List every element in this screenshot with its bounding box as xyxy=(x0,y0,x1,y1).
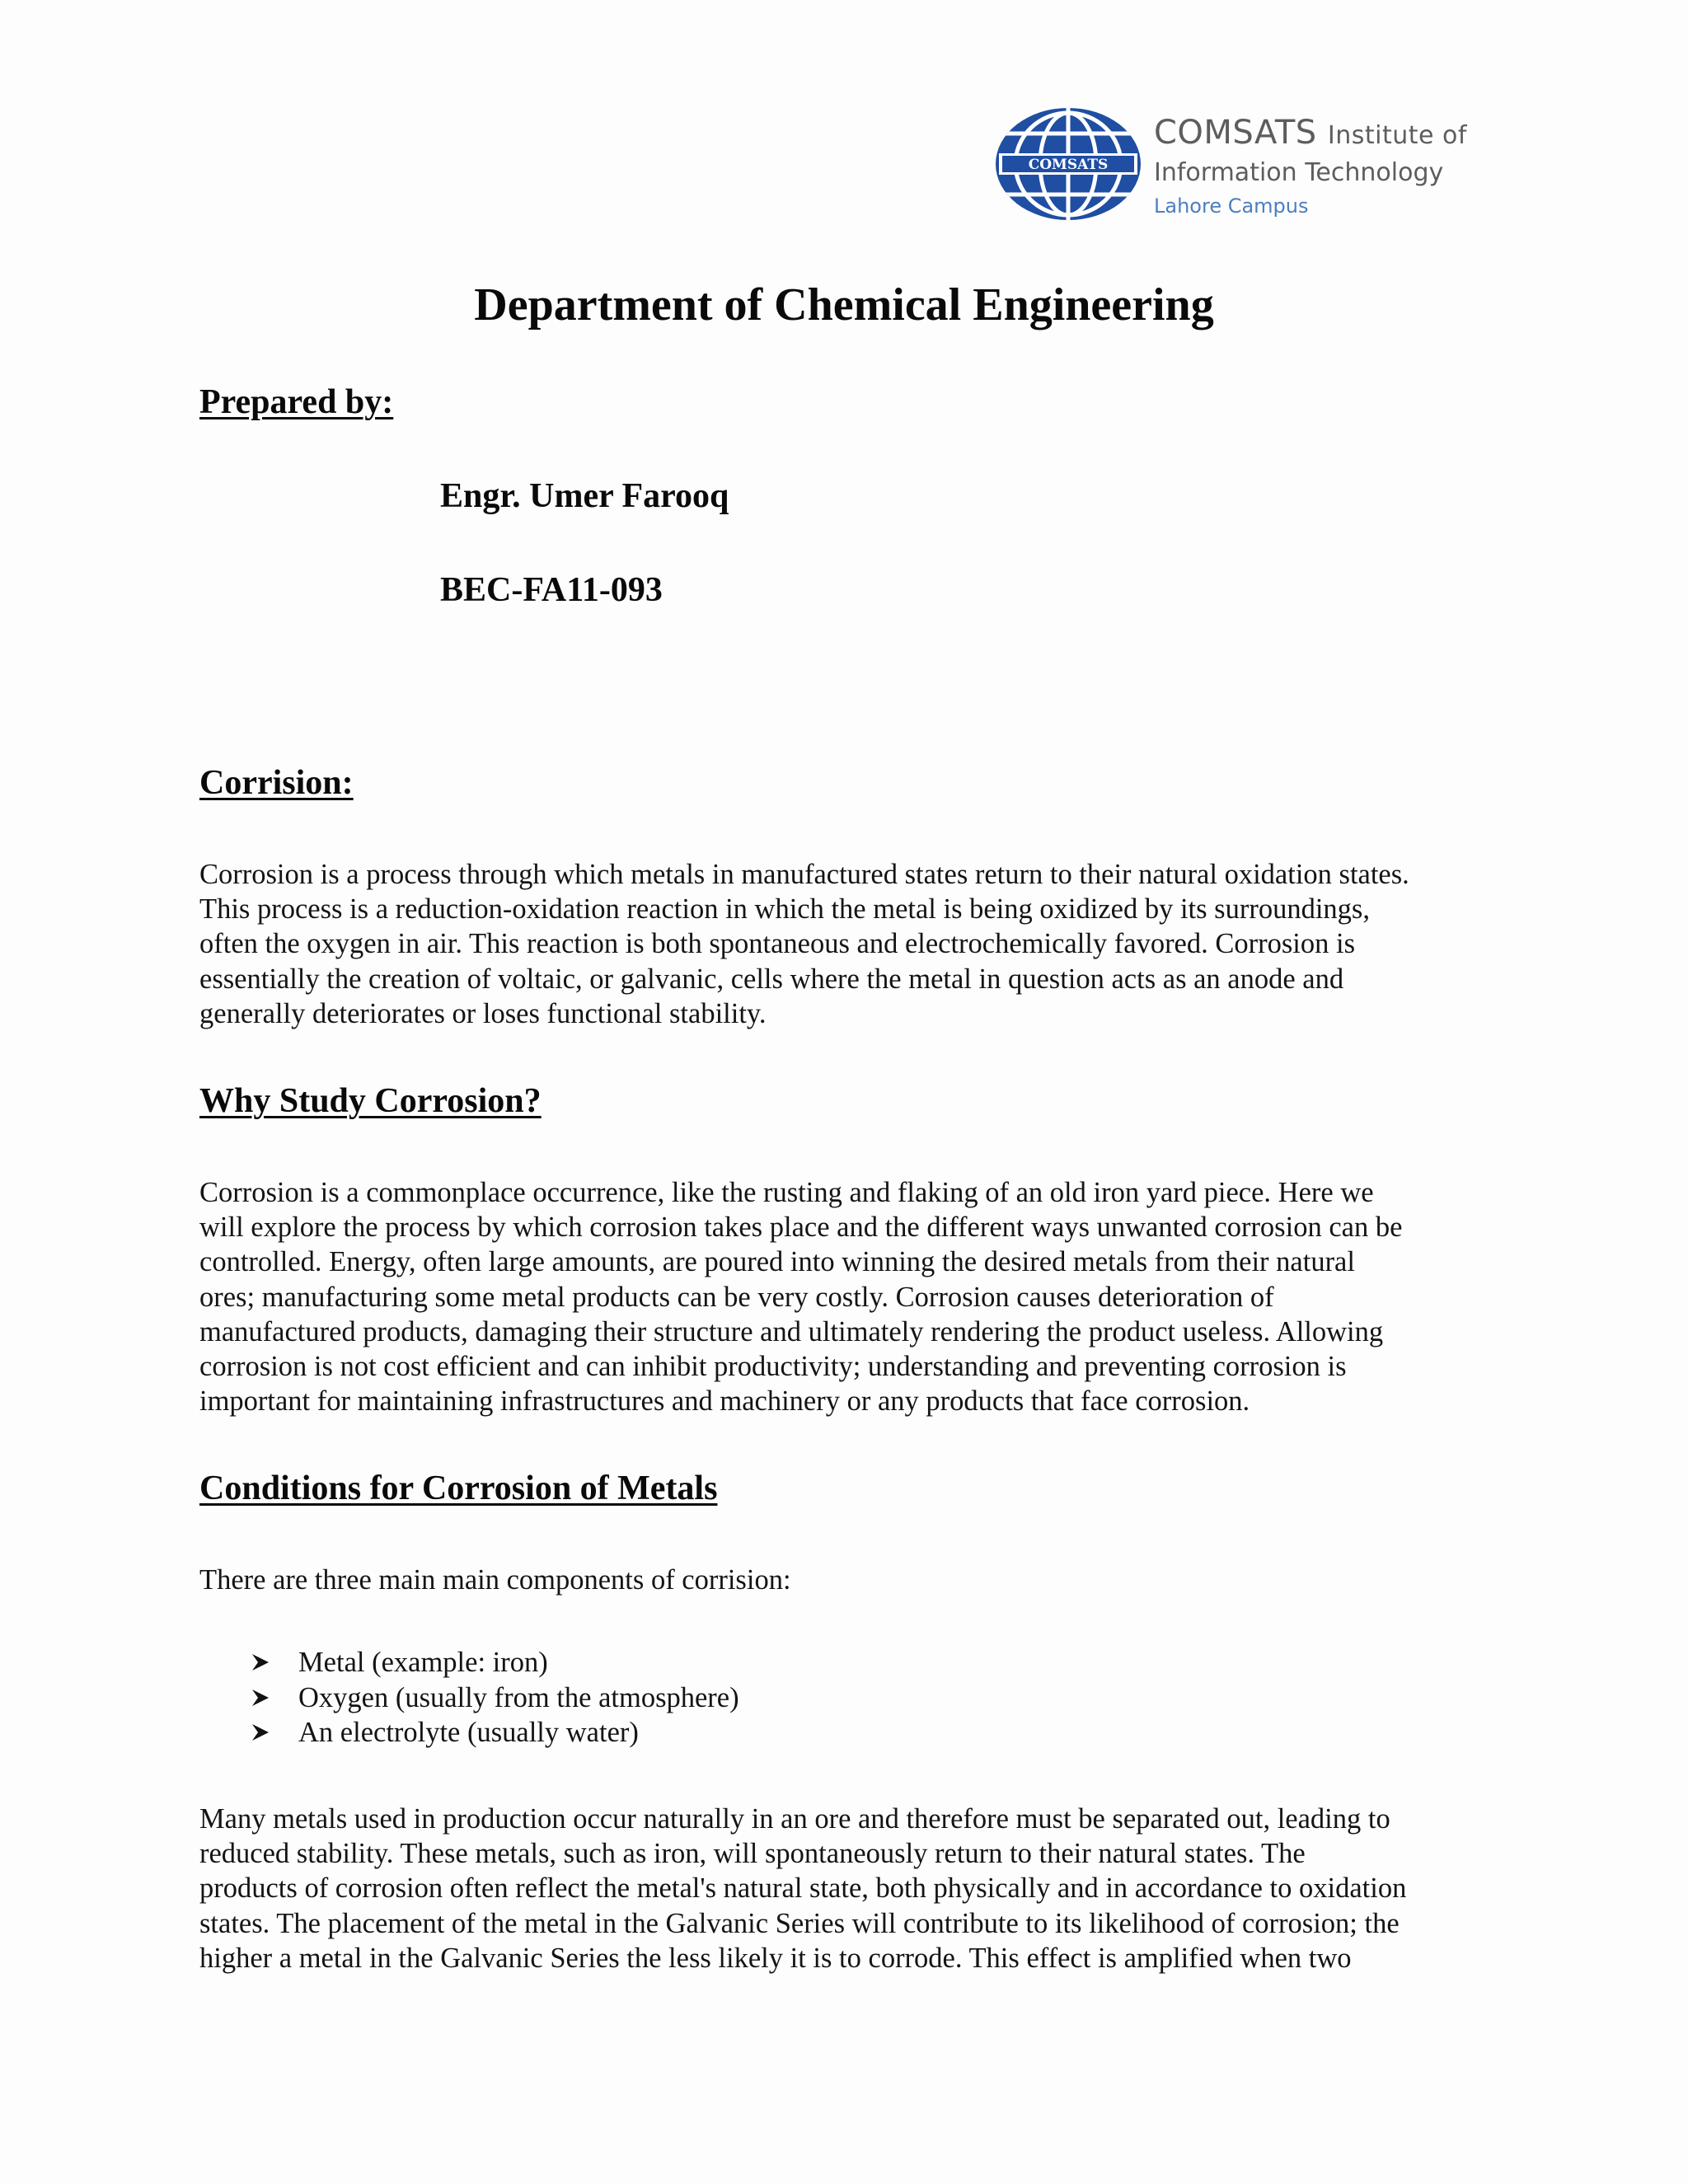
author-id: BEC-FA11-093 xyxy=(440,571,663,609)
paragraph-line: ores; manufacturing some metal products can be very costly. Corrosion causes deterioration of xyxy=(199,1281,1274,1313)
paragraph-line: will explore the process by which corrosion takes place and the different ways unwanted corrosion can be xyxy=(199,1212,1403,1244)
corrosion-paragraph xyxy=(199,857,1502,1031)
logo-line-2: Information Technology xyxy=(1154,158,1444,187)
paragraph-line: This process is a reduction-oxidation reaction in which the metal is being oxidized by its surroundings, xyxy=(199,893,1370,926)
why-study-heading: Why Study Corrosion? xyxy=(199,1082,542,1120)
institution-logo xyxy=(992,105,1503,229)
paragraph-line: manufactured products, damaging their structure and ultimately rendering the product useless. Allowing xyxy=(199,1315,1384,1347)
logo-line-1 xyxy=(1154,114,1467,155)
list-item xyxy=(247,1645,739,1680)
conditions-intro xyxy=(199,1563,1502,1597)
paragraph-line: higher a metal in the Galvanic Series the less likely it is to corrode. This effect is amplified when two xyxy=(199,1942,1352,1974)
globe-emblem-icon xyxy=(992,105,1144,223)
paragraph-line: controlled. Energy, often large amounts, are poured into winning the desired metals from their natural xyxy=(199,1246,1355,1278)
arrowhead-bullet-icon xyxy=(251,1688,270,1708)
paragraph-line: essentially the creation of voltaic, or galvanic, cells where the metal in question acts as an anode and xyxy=(199,963,1344,995)
list-item xyxy=(247,1715,739,1750)
page-title: Department of Chemical Engineering xyxy=(474,279,1214,330)
logo-name: COMSATS xyxy=(1154,114,1317,152)
prepared-by-heading: Prepared by: xyxy=(199,383,394,421)
paragraph-line: states. The placement of the metal in the Galvanic Series will contribute to its likelihood of corrosion; the xyxy=(199,1907,1400,1939)
logo-wordmark xyxy=(1154,114,1467,221)
paragraph-line: often the oxygen in air. This reaction is both spontaneous and electrochemically favored. Corrosion is xyxy=(199,928,1356,960)
logo-campus: Lahore Campus xyxy=(1154,194,1309,218)
paragraph-line: products of corrosion often reflect the metal's natural state, both physically and in accordance to oxidation xyxy=(199,1872,1407,1905)
arrowhead-bullet-icon xyxy=(251,1652,270,1672)
paragraph-line: Corrosion is a process through which metals in manufactured states return to their natural oxidation states. xyxy=(199,859,1409,890)
paragraph-line: There are three main main components of corrision: xyxy=(199,1564,791,1596)
why-study-paragraph xyxy=(199,1175,1502,1418)
conditions-heading: Conditions for Corrosion of Metals xyxy=(199,1469,718,1507)
author-name: Engr. Umer Farooq xyxy=(440,477,729,515)
paragraph-line: corrosion is not cost efficient and can inhibit productivity; understanding and preventing corrosion is xyxy=(199,1351,1347,1383)
logo-institute: Institute of xyxy=(1327,121,1467,150)
list-item-text: Metal (example: iron) xyxy=(298,1647,548,1678)
emblem-label: COMSATS xyxy=(1028,157,1109,173)
paragraph-line: important for maintaining infrastructures and machinery or any products that face corrosion. xyxy=(199,1385,1250,1418)
paragraph-line: reduced stability. These metals, such as iron, will spontaneously return to their natural states. The xyxy=(199,1838,1306,1870)
corrosion-heading: Corrision: xyxy=(199,764,354,802)
paragraph-line: Many metals used in production occur naturally in an ore and therefore must be separated out, leading to xyxy=(199,1803,1390,1835)
list-item-text: Oxygen (usually from the atmosphere) xyxy=(298,1681,739,1713)
paragraph-line: Corrosion is a commonplace occurrence, like the rusting and flaking of an old iron yard piece. Here we xyxy=(199,1177,1374,1208)
list-item-text: An electrolyte (usually water) xyxy=(298,1717,639,1748)
components-list xyxy=(247,1645,739,1750)
arrowhead-bullet-icon xyxy=(251,1722,270,1742)
paragraph-line: generally deteriorates or loses functional stability. xyxy=(199,997,767,1029)
conditions-paragraph xyxy=(199,1802,1502,1975)
list-item xyxy=(247,1680,739,1716)
